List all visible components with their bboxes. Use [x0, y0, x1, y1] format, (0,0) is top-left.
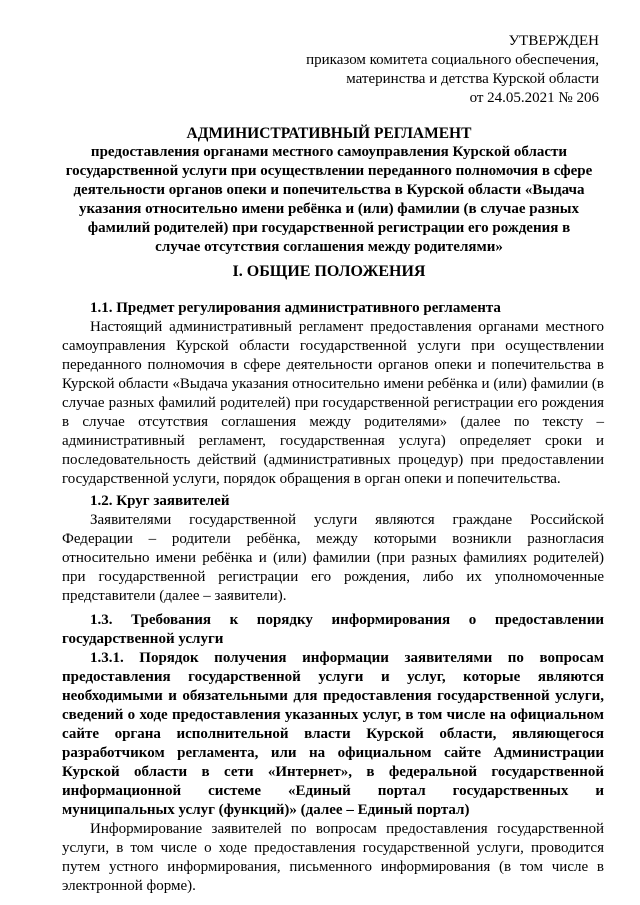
subsection-1-3-1-text: Информирование заявителей по вопросам предоставления государственной услуги, в том числе о ходе предоставления государственной услуги, проводится путем устного информирования, письменного информирования (в том числе в электронной форме). — [62, 821, 604, 894]
document-subtitle: предоставления органами местного самоуправления Курской области государственной услуги при осуществлении переданного полномочия в сфере деятельности органов опеки и попечительства в Курской области «Выдача указания относительно имени ребёнка и (или) фамилии (в случае разных фамилий родителей) при государственной регистрации его рождения в случае отсутствия соглашения между родителями» — [65, 144, 593, 255]
approval-date-number: от 24.05.2021 № 206 — [469, 90, 599, 106]
approval-order-line: приказом комитета социального обеспечения, — [306, 52, 599, 68]
subsection-1-1-text: Настоящий административный регламент предоставления органами местного самоуправления Курской области государственной услуги при осуществлении переданного полномочия в сфере деятельности органов опеки и попечительства в Курской области «Выдача указания относительно имени ребёнка и (или) фамилии (в случае разных фамилий родителей) при государственной регистрации его рождения в случае отсутствия соглашения между родителями» (далее по тексту – административный регламент, государственная услуга) определяет сроки и последовательность действий (административных процедур) при предоставлении государственной услуги, порядок обращения в орган опеки и попечительства. — [62, 319, 604, 487]
subsection-1-3-heading: 1.3. Требования к порядку информирования о предоставлении государственной услуги — [62, 612, 604, 647]
subsection-1-2-heading: 1.2. Круг заявителей — [90, 493, 230, 509]
subsection-1-2-text: Заявителями государственной услуги являются граждане Российской Федерации – родители ребёнка, между которыми возникли разногласия относительно имени ребёнка и (или) фамилии (при разных фамилиях родителей) при государственной регистрации его рождения, либо их уполномоченные представители (далее – заявители). — [62, 512, 604, 604]
subsection-1-2 — [62, 492, 604, 606]
approval-committee-line: материнства и детства Курской области — [346, 71, 599, 87]
approval-stamp — [269, 32, 599, 108]
subsection-1-1-heading: 1.1. Предмет регулирования административного регламента — [90, 300, 501, 316]
document-title: АДМИНИСТРАТИВНЫЙ РЕГЛАМЕНТ — [186, 125, 472, 142]
subsection-1-3 — [62, 611, 604, 896]
document-title-block — [64, 124, 594, 257]
section-heading-general: I. ОБЩИЕ ПОЛОЖЕНИЯ — [232, 263, 426, 280]
subsection-1-3-1-heading: 1.3.1. Порядок получения информации заявителями по вопросам предоставления государственной услуги и услуг, которые являются необходимыми и обязательными для предоставления государственной услуги, сведений о ходе предоставления указанных услуг, в том числе на официальном сайте органа исполнительной власти Курской области, являющегося разработчиком регламента, или на официальном сайте Администрации Курской области в сети «Интернет», в федеральной государственной информационной системе «Единый портал государственных и муниципальных услуг (функций)» (далее – Единый портал) — [62, 650, 604, 818]
subsection-1-1 — [62, 299, 604, 489]
approval-title: УТВЕРЖДЕН — [508, 33, 599, 49]
